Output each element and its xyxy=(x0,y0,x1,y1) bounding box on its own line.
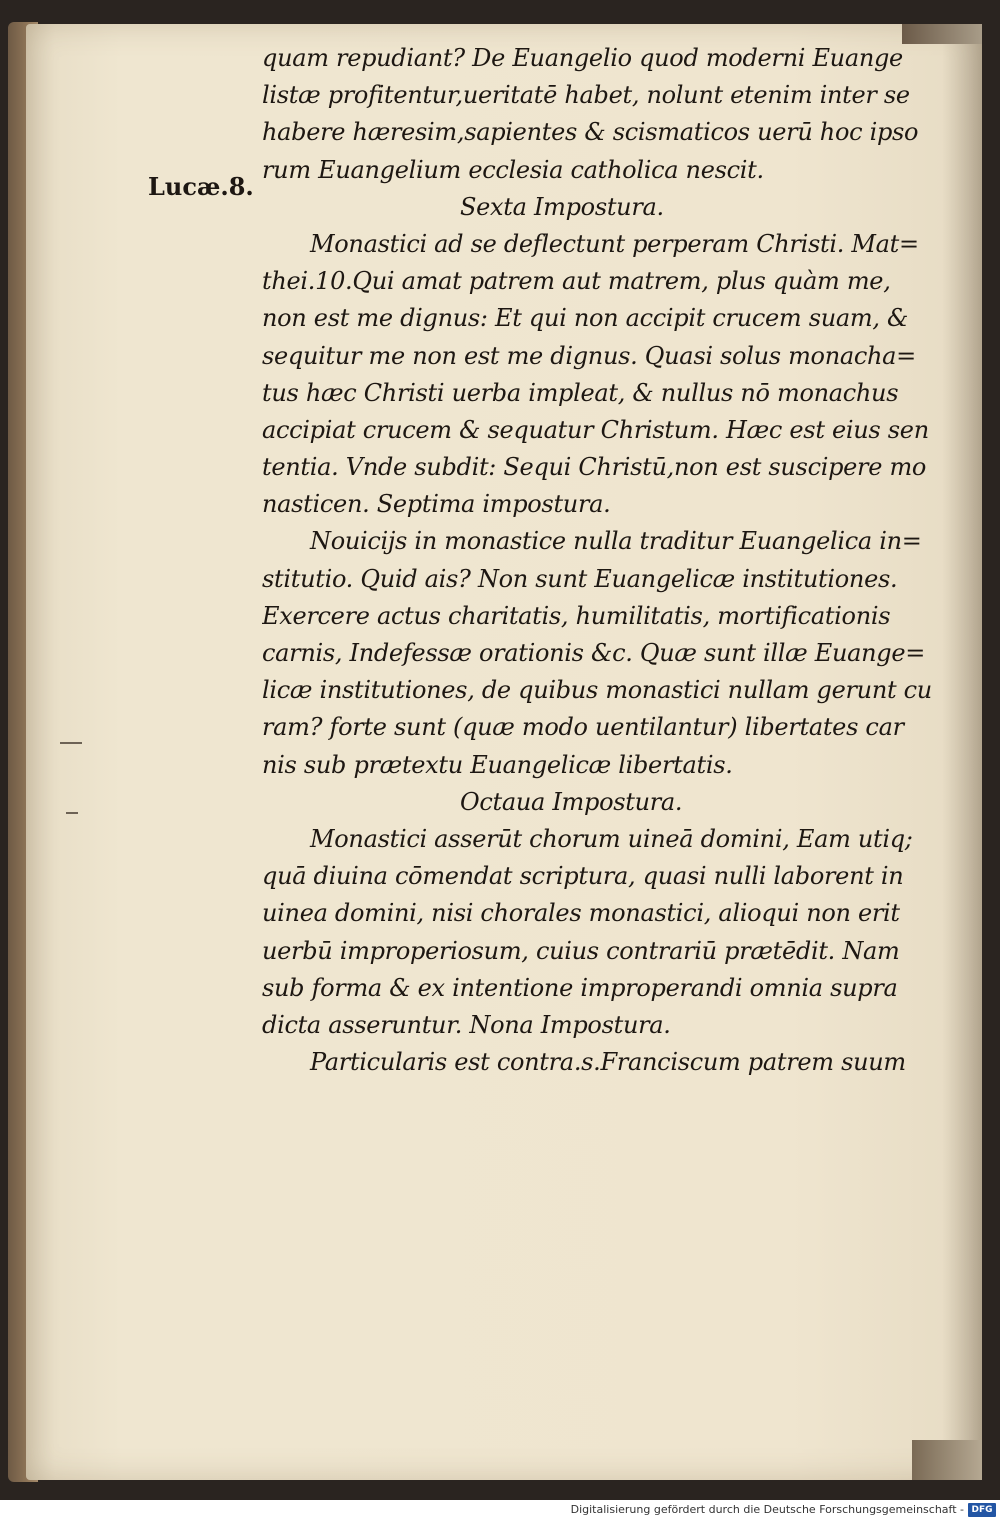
main-text-block xyxy=(262,40,942,1081)
text-line: listæ profitentur,ueritatē habet, nolunt etenim inter se xyxy=(262,81,910,110)
margin-mark xyxy=(66,812,78,814)
section-heading: Octaua Impostura. xyxy=(460,787,683,816)
dfg-logo: DFG xyxy=(968,1503,996,1517)
margin-mark xyxy=(60,742,82,744)
text-line: non est me dignus: Et qui non accipit crucem suam, & xyxy=(262,304,909,333)
text-line: tentia. Vnde subdit: Sequi Christū,non est suscipere mo xyxy=(262,453,927,482)
page-corner-bottom xyxy=(912,1440,982,1480)
text-line: rum Euangelium ecclesia catholica nescit. xyxy=(262,155,764,184)
text-line: nis sub prætextu Euangelicæ libertatis. xyxy=(262,750,733,779)
text-line: quam repudiant? De Euangelio quod moderni Euange xyxy=(262,44,903,72)
text-line: stitutio. Quid ais? Non sunt Euangelicæ institutiones. xyxy=(262,564,898,593)
text-line: thei.10.Qui amat patrem aut matrem, plus quàm me, xyxy=(262,267,891,296)
text-line: Nouicijs in monastice nulla traditur Euangelica in= xyxy=(310,527,922,556)
text-line: nasticen. Septima impostura. xyxy=(262,490,611,519)
text-line: carnis, Indefessæ orationis &c. Quæ sunt illæ Euange= xyxy=(262,639,926,667)
section-heading: Sexta Impostura. xyxy=(460,192,664,221)
page-shadow xyxy=(942,24,982,1480)
text-line: quā diuina cōmendat scriptura, quasi nulli laborent in xyxy=(262,862,904,891)
funding-credit: Digitalisierung gefördert durch die Deutsche Forschungsgemeinschaft - xyxy=(570,1503,964,1516)
text-line: dicta asseruntur. Nona Impostura. xyxy=(262,1010,671,1039)
text-line: uinea domini, nisi chorales monastici, alioqui non erit xyxy=(262,899,900,928)
text-line: uerbū improperiosum, cuius contrariū prætēdit. Nam xyxy=(262,936,900,965)
text-line: Monastici asserūt chorum uineā domini, Eam utiq; xyxy=(310,824,913,853)
text-line: sequitur me non est me dignus. Quasi solus monacha= xyxy=(262,341,916,370)
footer-bar xyxy=(0,1500,1000,1521)
text-line: Monastici ad se deflectunt perperam Christi. Mat= xyxy=(310,229,919,258)
text-line: ram? forte sunt (quæ modo uentilantur) libertates car xyxy=(262,713,904,742)
text-line: tus hæc Christi uerba impleat, & nullus nō monachus xyxy=(262,378,899,407)
text-line: habere hæresim,sapientes & scismaticos uerū hoc ipso xyxy=(262,118,919,147)
margin-note: Lucæ.8. xyxy=(148,172,254,201)
text-line: Exercere actus charitatis, humilitatis, mortificationis xyxy=(262,601,891,630)
text-line: accipiat crucem & sequatur Christum. Hæc est eius sen xyxy=(262,415,929,444)
text-line: Particularis est contra.s.Franciscum patrem suum xyxy=(310,1048,906,1077)
text-line: sub forma & ex intentione improperandi omnia supra xyxy=(262,973,898,1002)
text-line: licæ institutiones, de quibus monastici nullam gerunt cu xyxy=(262,676,932,705)
